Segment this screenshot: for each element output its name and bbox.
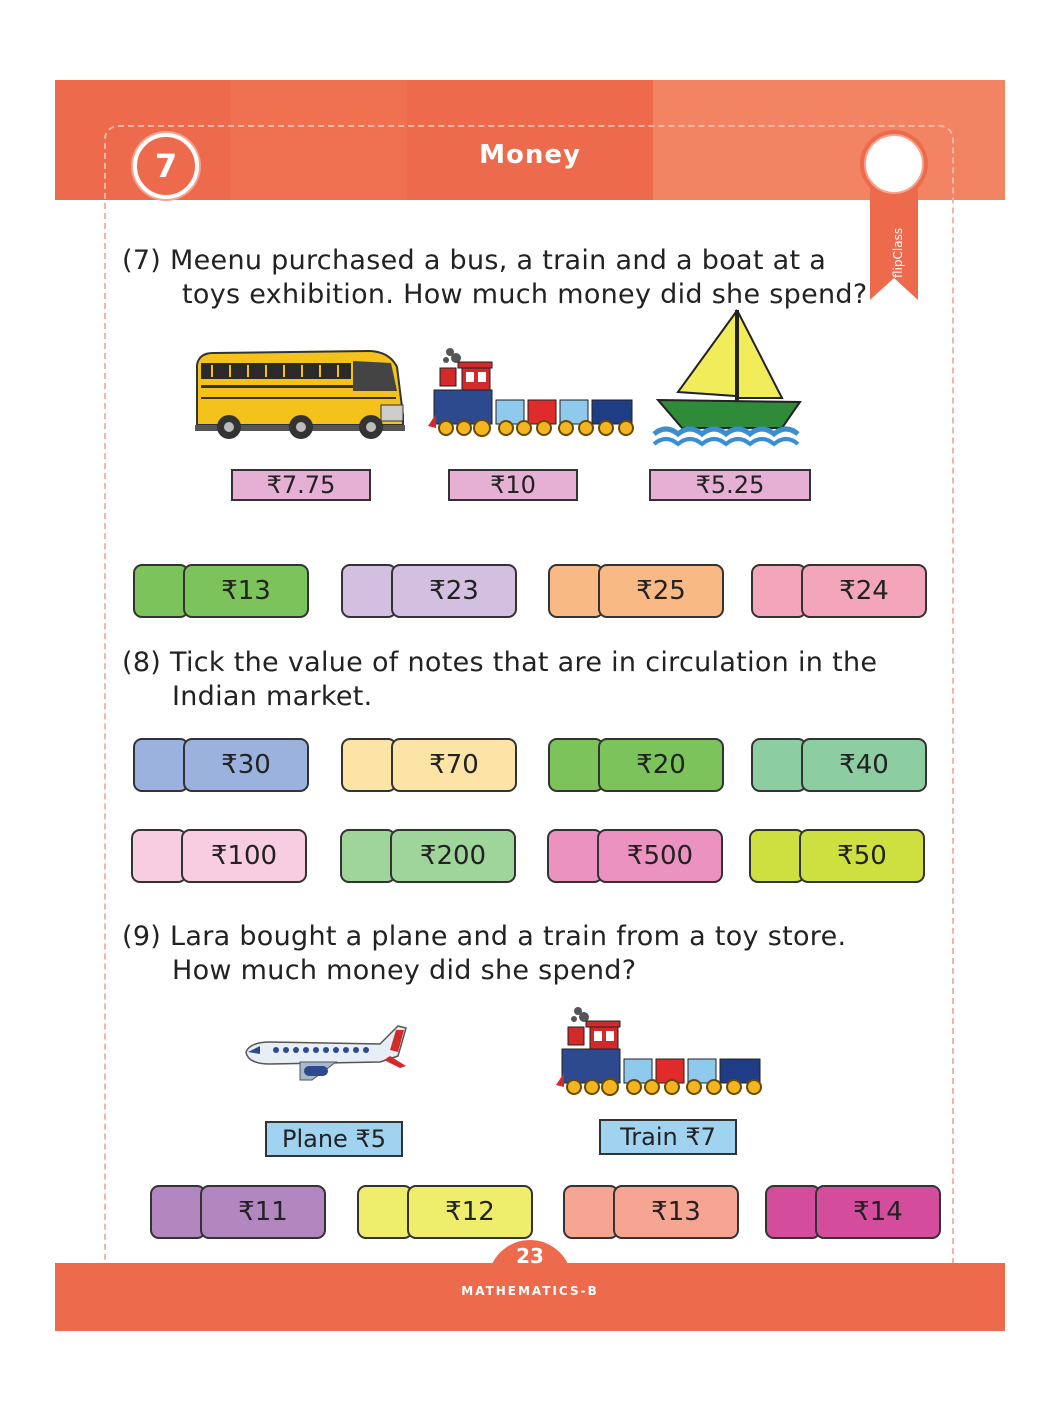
tick-box[interactable] [133,738,189,792]
option-label[interactable]: ₹70 [391,738,517,792]
tick-box[interactable] [357,1185,413,1239]
question-8-line-1: (8) Tick the value of notes that are in circulation in the [122,647,878,678]
plane-icon [240,1022,408,1084]
bus-icon [193,345,408,445]
option-label[interactable]: ₹12 [407,1185,533,1239]
tick-box[interactable] [749,829,805,883]
option-label[interactable]: ₹13 [613,1185,739,1239]
option-label[interactable]: ₹200 [390,829,516,883]
q8-option-1[interactable] [133,738,309,792]
tick-box[interactable] [133,564,189,618]
train-price-label: Train ₹7 [599,1119,737,1155]
q8-option-8[interactable] [749,829,925,883]
tick-box[interactable] [765,1185,821,1239]
page-number: 23 [516,1244,544,1268]
train-price-label: ₹10 [448,469,578,501]
tick-box[interactable] [548,564,604,618]
question-9-text [122,920,846,988]
q9-option-2[interactable] [357,1185,533,1239]
chapter-number-badge: 7 [133,133,199,199]
option-label[interactable]: ₹11 [200,1185,326,1239]
option-label[interactable]: ₹23 [391,564,517,618]
option-label[interactable]: ₹100 [181,829,307,883]
q9-option-3[interactable] [563,1185,739,1239]
tick-box[interactable] [340,829,396,883]
tick-box[interactable] [751,564,807,618]
question-7-line-1: (7) Meenu purchased a bus, a train and a boat at a [122,245,827,276]
option-label[interactable]: ₹24 [801,564,927,618]
option-label[interactable]: ₹500 [597,829,723,883]
option-label[interactable]: ₹14 [815,1185,941,1239]
q7-option-4[interactable] [751,564,927,618]
tick-box[interactable] [341,738,397,792]
q8-option-6[interactable] [340,829,516,883]
train-icon [556,1005,768,1097]
chapter-title: Money [479,140,581,170]
boat-price-label: ₹5.25 [649,469,811,501]
q9-option-1[interactable] [150,1185,326,1239]
q8-option-7[interactable] [547,829,723,883]
tick-box[interactable] [131,829,187,883]
q7-option-3[interactable] [548,564,724,618]
boat-icon [650,308,808,448]
question-9-line-2: How much money did she spend? [172,955,637,986]
option-label[interactable]: ₹30 [183,738,309,792]
option-label[interactable]: ₹25 [598,564,724,618]
q7-option-1[interactable] [133,564,309,618]
tick-box[interactable] [547,829,603,883]
q8-option-2[interactable] [341,738,517,792]
question-9-line-1: (9) Lara bought a plane and a train from a toy store. [122,921,847,952]
question-8-line-2: Indian market. [172,681,373,712]
tick-box[interactable] [150,1185,206,1239]
q8-option-3[interactable] [548,738,724,792]
question-7-text [122,244,867,312]
question-7-line-2: toys exhibition. How much money did she spend? [182,279,868,310]
q7-option-2[interactable] [341,564,517,618]
q8-option-5[interactable] [131,829,307,883]
q8-option-4[interactable] [751,738,927,792]
tick-box[interactable] [341,564,397,618]
book-title: MATHEMATICS-B [461,1284,599,1298]
q9-option-4[interactable] [765,1185,941,1239]
train-icon [428,346,640,438]
plane-price-label: Plane ₹5 [265,1121,403,1157]
option-label[interactable]: ₹50 [799,829,925,883]
tick-box[interactable] [563,1185,619,1239]
tick-box[interactable] [751,738,807,792]
option-label[interactable]: ₹40 [801,738,927,792]
option-label[interactable]: ₹13 [183,564,309,618]
brand-label: flipClass [891,227,905,278]
question-8-text [122,646,877,714]
option-label[interactable]: ₹20 [598,738,724,792]
bus-price-label: ₹7.75 [231,469,371,501]
tick-box[interactable] [548,738,604,792]
